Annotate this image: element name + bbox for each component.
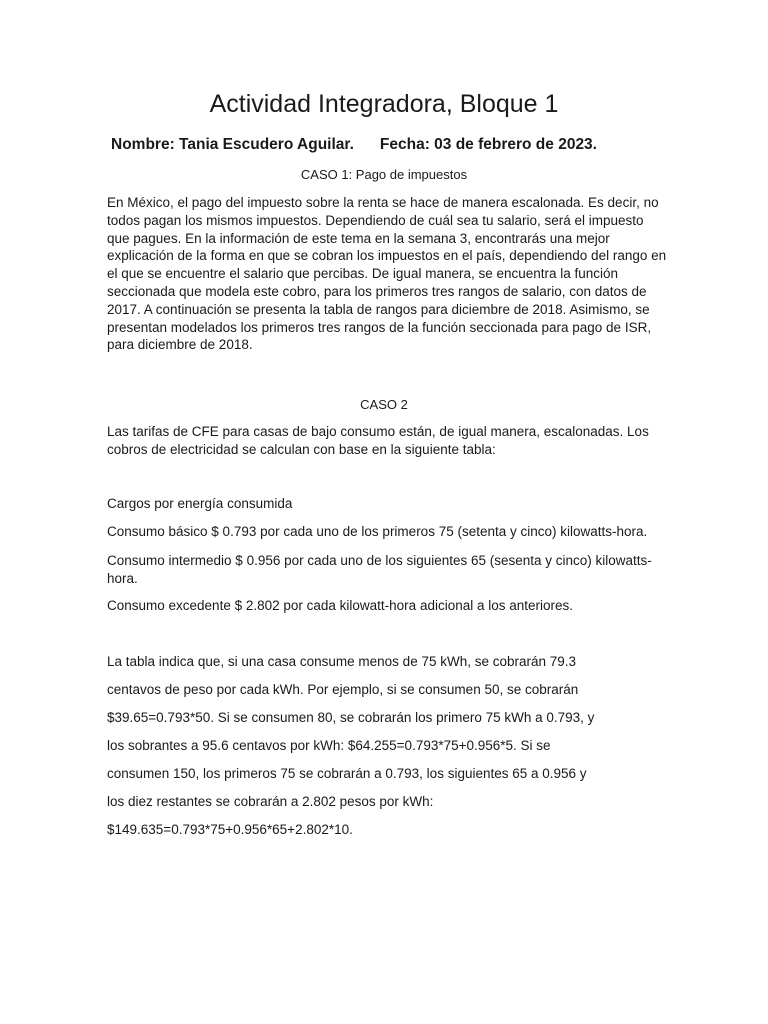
charge-intermediate: Consumo intermedio $ 0.956 por cada uno de los siguientes 65 (sesenta y cinco) kilowatts-hora. xyxy=(107,553,652,586)
charges-title: Cargos por energía consumida xyxy=(107,496,293,511)
charge-excess: Consumo excedente $ 2.802 por cada kilowatt-hora adicional a los anteriores. xyxy=(107,598,574,613)
author-date-line xyxy=(111,136,597,154)
explanation-line: $149.635=0.793*75+0.956*65+2.802*10. xyxy=(107,822,353,837)
explanation-line: $39.65=0.793*50. Si se consumen 80, se cobrarán los primero 75 kWh a 0.793, y xyxy=(107,710,595,725)
case2-intro: Las tarifas de CFE para casas de bajo consumo están, de igual manera, escalonadas. Los cobros de electricidad se calculan con base en la siguiente tabla: xyxy=(107,424,649,457)
explanation-line: consumen 150, los primeros 75 se cobrarán a 0.793, los siguientes 65 a 0.956 y xyxy=(107,766,587,781)
author-name: Nombre: Tania Escudero Aguilar. xyxy=(111,136,354,153)
explanation-line: La tabla indica que, si una casa consume menos de 75 kWh, se cobrarán 79.3 xyxy=(107,654,577,669)
charge-basic: Consumo básico $ 0.793 por cada uno de los primeros 75 (setenta y cinco) kilowatts-hora. xyxy=(107,524,648,539)
case1-heading: CASO 1: Pago de impuestos xyxy=(300,167,468,182)
document-title: Actividad Integradora, Bloque 1 xyxy=(209,90,559,118)
case1-paragraph: En México, el pago del impuesto sobre la renta se hace de manera escalonada. Es decir, no todos pagan los mismos impuestos. Dependiendo de cuál sea tu salario, será el impuesto que pagues. En la información de este tema en la semana 3, encontrarás una mejor explicación de la forma en que se cobran los impuestos en el país, dependiendo del rango en el que se encuentre el salario que percibas. De igual manera, se encuentra la función seccionada que modela este cobro, para los primeros tres rangos de salario, con datos de 2017. A continuación se presenta la tabla de rangos para diciembre de 2018. Asimismo, se presentan modelados los primeros tres rangos de la función seccionada para pago de ISR, para diciembre de 2018. xyxy=(107,195,667,353)
case2-heading: CASO 2 xyxy=(360,397,408,412)
explanation-line: los sobrantes a 95.6 centavos por kWh: $64.255=0.793*75+0.956*5. Si se xyxy=(107,738,551,753)
document-date: Fecha: 03 de febrero de 2023. xyxy=(379,136,597,153)
explanation-line: los diez restantes se cobrarán a 2.802 pesos por kWh: xyxy=(107,794,434,809)
explanation-line: centavos de peso por cada kWh. Por ejemplo, si se consumen 50, se cobrarán xyxy=(107,682,579,697)
